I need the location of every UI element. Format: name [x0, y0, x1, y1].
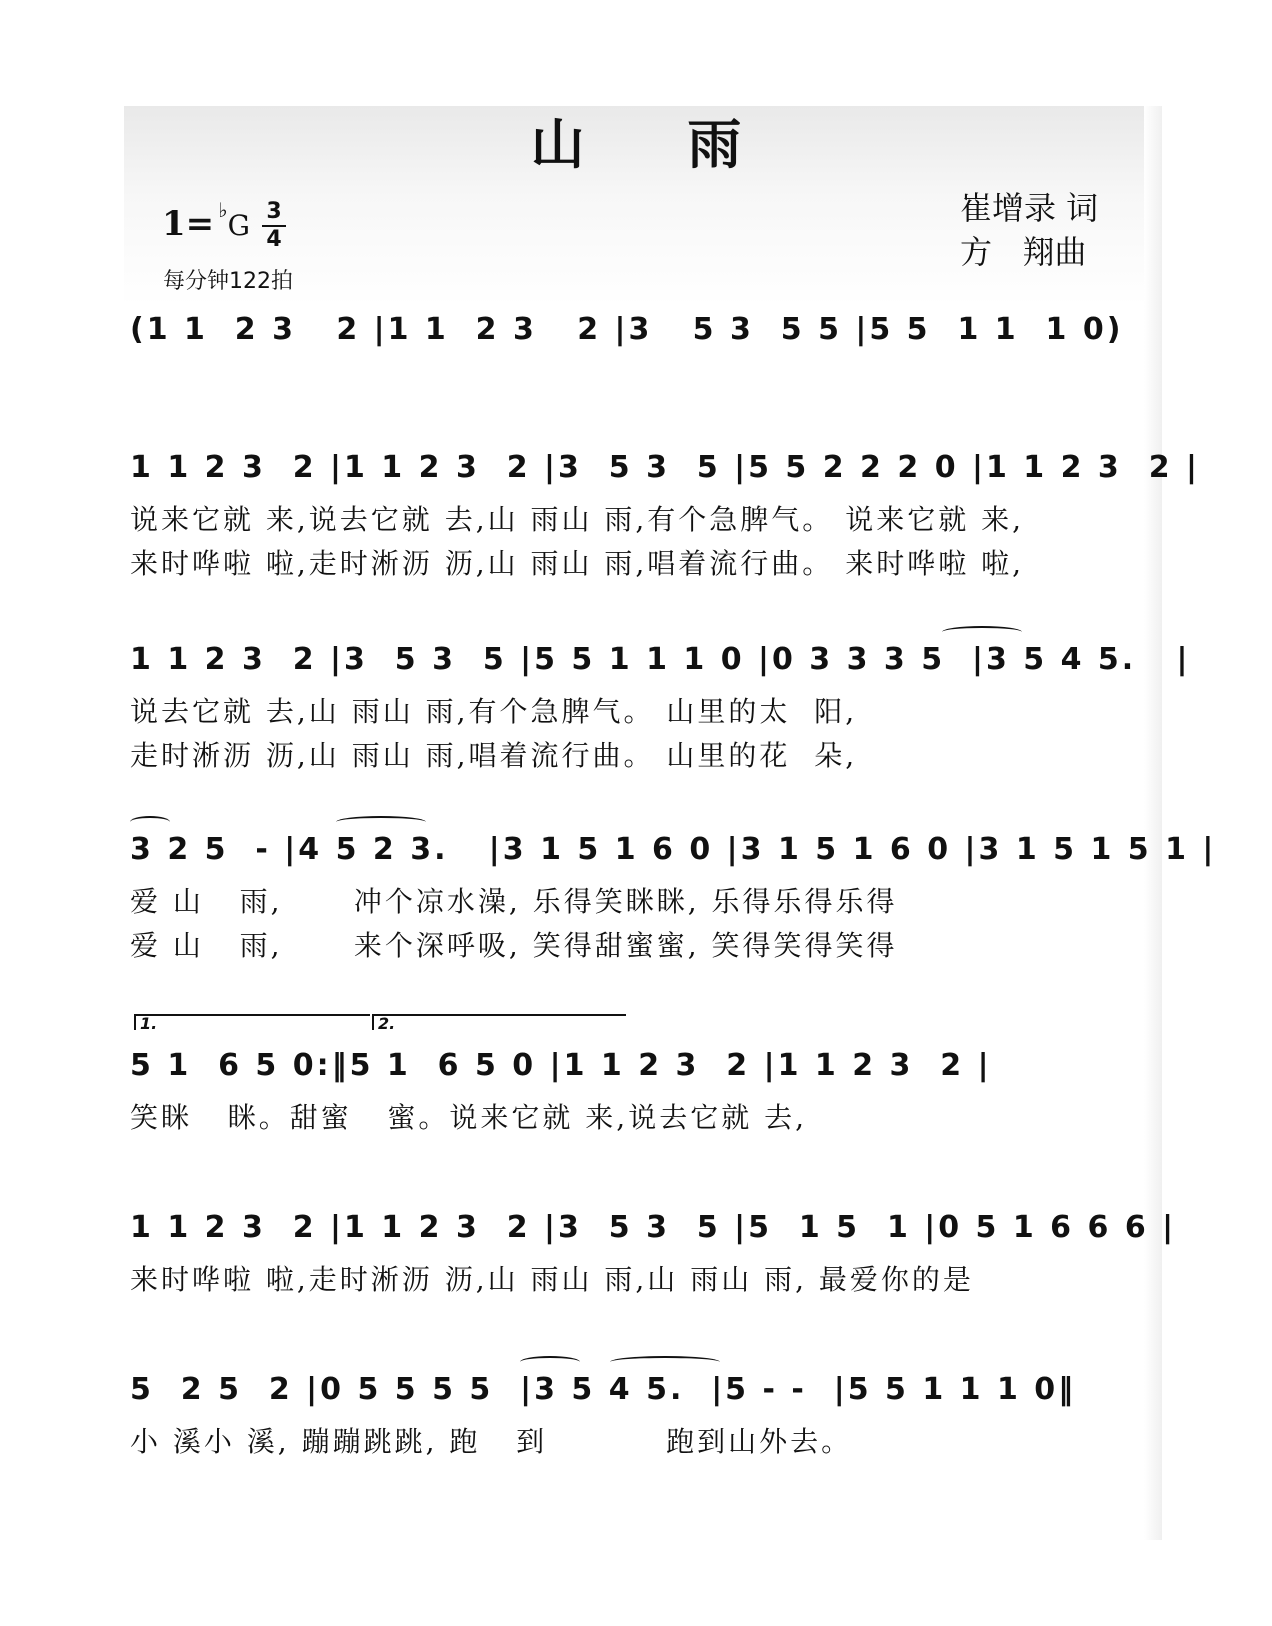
- slur-mark: [130, 816, 170, 828]
- volta-label-2: 2.: [378, 1014, 396, 1033]
- notation-line: 5 2 5 2 |0 5 5 5 5 |3 5 4 5. |5 - - |5 5 1 1 1 0‖: [130, 1372, 1077, 1407]
- notation-line: 3 2 5 - |4 5 2 3. |3 1 5 1 6 0 |3 1 5 1 6 0 |3 1 5 1 5 1 |: [130, 832, 1217, 867]
- volta-bracket-1: [134, 1014, 370, 1033]
- notation-line: 1 1 2 3 2 |1 1 2 3 2 |3 5 3 5 |5 1 5 1 |0 5 1 6 6 6 |: [130, 1210, 1177, 1245]
- notation-line: 1 1 2 3 2 |1 1 2 3 2 |3 5 3 5 |5 5 2 2 2 0 |1 1 2 3 2 |: [130, 450, 1200, 485]
- flat-sign: ♭: [218, 198, 228, 222]
- slur-mark: [336, 816, 426, 828]
- slur-mark: [520, 1356, 580, 1368]
- credits: [960, 186, 1098, 274]
- lyric-verse-2: 来时哗啦 啦,走时淅沥 沥,山 雨山 雨,唱着流行曲。 来时哗啦 啦,: [130, 547, 1025, 580]
- slur-mark: [610, 1356, 720, 1368]
- volta-label-1: 1.: [140, 1014, 158, 1033]
- tempo-marking: 每分钟122拍: [163, 269, 293, 294]
- notation-line: (1 1 2 3 2 |1 1 2 3 2 |3 5 3 5 5 |5 5 1 1 1 0): [130, 312, 1124, 347]
- notation-line: 1 1 2 3 2 |3 5 3 5 |5 5 1 1 1 0 |0 3 3 3 5 |3 5 4 5. |: [130, 642, 1191, 677]
- lyricist-credit: 崔增录 词: [960, 189, 1099, 227]
- key-prefix: 1=: [162, 204, 215, 244]
- notation-line: 5 1 6 5 0:‖5 1 6 5 0 |1 1 2 3 2 |1 1 2 3 2 |: [130, 1048, 992, 1083]
- key-signature: [162, 198, 250, 244]
- lyric-verse-2: 走时淅沥 沥,山 雨山 雨,唱着流行曲。 山里的花 朵,: [130, 739, 858, 772]
- song-title: 山 雨: [530, 112, 784, 176]
- meter-top: 3: [266, 199, 282, 224]
- lyric-verse-1: 爱 山 雨, 冲个凉水澡, 乐得笑眯眯, 乐得乐得乐得: [130, 885, 898, 918]
- slur-mark: [942, 626, 1022, 638]
- lyric-verse-1: 笑眯 眯。甜蜜 蜜。说来它就 来,说去它就 去,: [130, 1101, 808, 1134]
- time-signature: [262, 200, 286, 252]
- key-tonic: G: [227, 209, 250, 242]
- volta-bracket-2: [372, 1014, 626, 1033]
- composer-credit: 方 翔曲: [960, 233, 1087, 271]
- lyric-verse-1: 小 溪小 溪, 蹦蹦跳跳, 跑 到 跑到山外去。: [130, 1425, 853, 1458]
- lyric-verse-1: 说来它就 来,说去它就 去,山 雨山 雨,有个急脾气。 说来它就 来,: [130, 503, 1025, 536]
- lyric-verse-1: 来时哗啦 啦,走时淅沥 沥,山 雨山 雨,山 雨山 雨, 最爱你的是: [130, 1263, 974, 1296]
- lyric-verse-2: 爱 山 雨, 来个深呼吸, 笑得甜蜜蜜, 笑得笑得笑得: [130, 929, 898, 962]
- lyric-verse-1: 说去它就 去,山 雨山 雨,有个急脾气。 山里的太 阳,: [130, 695, 858, 728]
- meter-bottom: 4: [266, 227, 282, 252]
